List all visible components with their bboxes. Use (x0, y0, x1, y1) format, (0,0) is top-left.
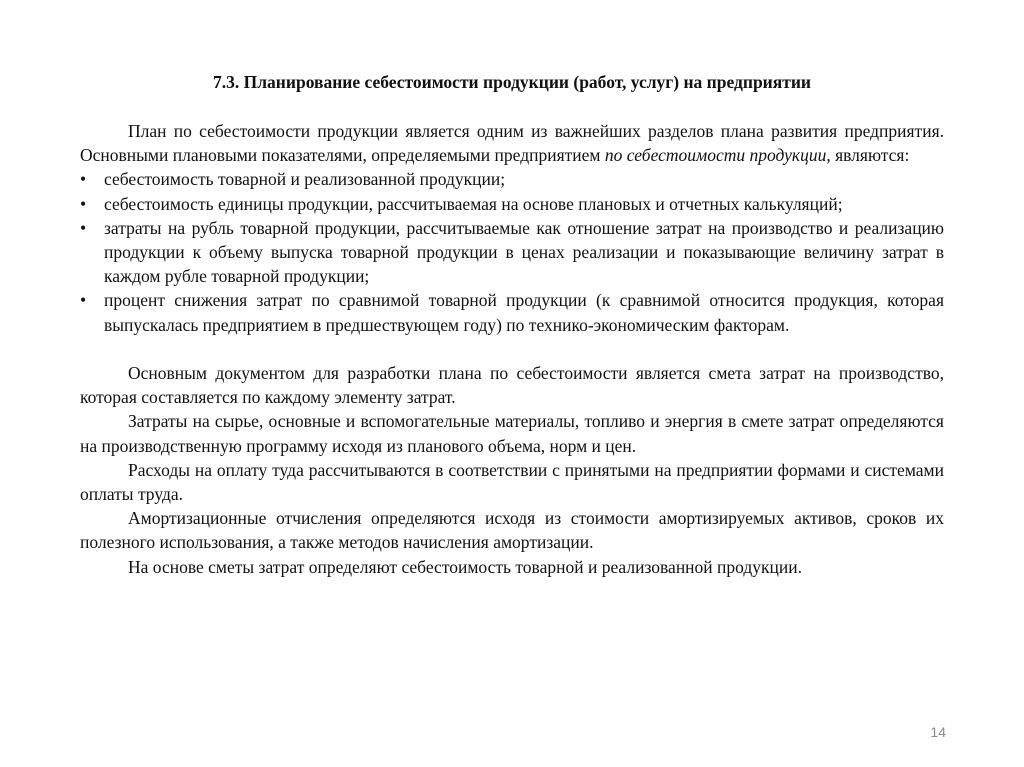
body-paragraph: Затраты на сырье, основные и вспомогательные материалы, топливо и энергия в смете затрат определяются на производственную программу исходя из планового объема, норм и цен. (80, 411, 944, 456)
page-number: 14 (930, 724, 946, 740)
paragraph-spacer (80, 337, 944, 361)
slide-body (80, 119, 944, 579)
bullet-marker: • (80, 290, 87, 311)
intro-paragraph (80, 119, 944, 167)
indicators-list (80, 167, 944, 336)
list-item (80, 288, 944, 336)
list-item (80, 192, 944, 216)
body-paragraph: На основе сметы затрат определяют себестоимость товарной и реализованной продукции. (128, 556, 803, 577)
body-paragraph: Расходы на оплату туда рассчитываются в соответствии с принятыми на предприятии формами и системами оплаты труда. (80, 459, 944, 505)
list-item-text: себестоимость товарной и реализованной продукции; (104, 169, 506, 190)
list-item-text: процент снижения затрат по сравнимой товарной продукции (к сравнимой относится продукция, которая выпускалась предприятием в предшествующем году) по технико-экономическим факторам. (104, 290, 944, 335)
list-item (80, 167, 944, 191)
intro-text: План по себестоимости продукции является одним из важнейших разделов плана развития предприятия. Основными плановыми показателями, определяемыми предприятием (80, 121, 944, 166)
list-item-text: себестоимость единицы продукции, рассчитываемая на основе плановых и отчетных калькуляций; (104, 193, 843, 214)
body-paragraph: Основным документом для разработки плана по себестоимости является смета затрат на производство, которая составляется по каждому элементу затрат. (80, 363, 944, 408)
bullet-marker: • (80, 217, 87, 238)
bullet-marker: • (80, 169, 87, 190)
bullet-marker: • (80, 193, 87, 214)
body-paragraph: Амортизационные отчисления определяются исходя из стоимости амортизируемых активов, сроков их полезного использования, а также методов начисления амортизации. (80, 508, 944, 553)
list-item-text: затраты на рубль товарной продукции, рассчитываемые как отношение затрат на производство и реализацию продукции к объему выпуска товарной продукции в ценах реализации и показывающие величину затрат в каждом рубле товарной продукции; (104, 217, 944, 287)
slide-heading: 7.3. Планирование себестоимости продукции (работ, услуг) на предприятии (213, 72, 811, 92)
intro-tail-text: являются: (830, 145, 910, 166)
list-item (80, 216, 944, 289)
intro-italic-text: по себестоимости продукции, (604, 145, 831, 166)
